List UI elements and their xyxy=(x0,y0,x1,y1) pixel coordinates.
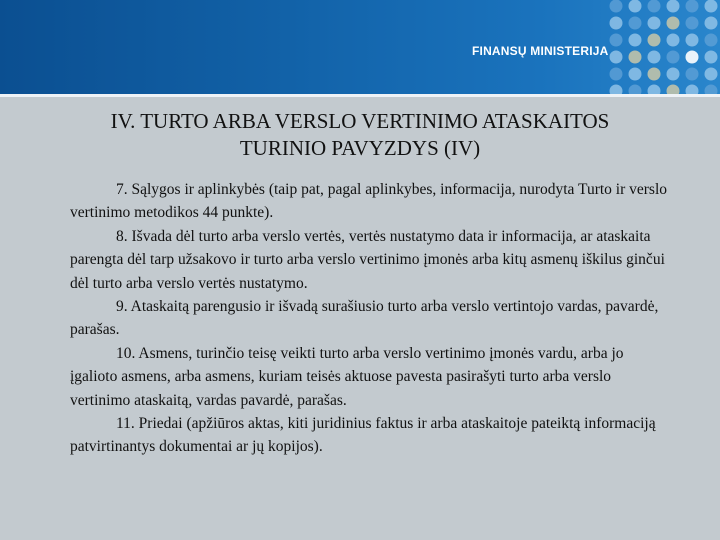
list-item: 11. Priedai (apžiūros aktas, kiti juridinius faktus ir arba ataskaitoje pateiktą informaciją patvirtinantys dokumentai ar jų kopijos). xyxy=(70,415,656,456)
decorative-dot xyxy=(610,34,623,47)
decorative-dot xyxy=(648,68,661,81)
decorative-dot xyxy=(686,51,699,64)
decorative-dot xyxy=(705,85,718,95)
decorative-dot xyxy=(648,51,661,64)
ministry-logo-text: FINANSŲ MINISTERIJA xyxy=(472,44,609,58)
decorative-dot xyxy=(610,0,623,13)
title-line-2: TURINIO PAVYZDYS (IV) xyxy=(239,136,481,160)
decorative-dot xyxy=(629,17,642,30)
decorative-dot xyxy=(629,85,642,95)
decorative-dot xyxy=(705,17,718,30)
decorative-dot xyxy=(667,68,680,81)
decorative-dot xyxy=(686,85,699,95)
decorative-dot xyxy=(610,68,623,81)
title-line-1: IV. TURTO ARBA VERSLO VERTINIMO ATASKAITOS xyxy=(110,109,610,133)
decorative-dot xyxy=(667,34,680,47)
decorative-dot xyxy=(648,0,661,13)
decorative-dot xyxy=(686,34,699,47)
list-item: 7. Sąlygos ir aplinkybės (taip pat, pagal aplinkybes, informacija, nurodyta Turto ir verslo vertinimo metodikos 44 punkte). xyxy=(70,181,668,222)
decorative-dots-icon xyxy=(606,0,720,94)
decorative-dot xyxy=(667,51,680,64)
decorative-dot xyxy=(648,17,661,30)
decorative-dot xyxy=(648,85,661,95)
decorative-dot xyxy=(705,51,718,64)
decorative-dot xyxy=(686,68,699,81)
decorative-dot xyxy=(648,34,661,47)
decorative-dot xyxy=(610,51,623,64)
decorative-dot xyxy=(629,34,642,47)
decorative-dot xyxy=(705,68,718,81)
decorative-dot xyxy=(629,68,642,81)
list-item: 10. Asmens, turinčio teisę veikti turto arba verslo vertinimo įmonės vardu, arba jo įgalioto asmens, arba asmens, kuriam teisės aktuose pavesta pasirašyti turto arba verslo vertinimo ataskaitą, vardas pavardė, parašas. xyxy=(70,344,624,409)
decorative-dot xyxy=(705,0,718,13)
list-item: 9. Ataskaitą parengusio ir išvadą surašiusio turto arba verslo vertintojo vardas, pavardė, parašas. xyxy=(70,298,659,339)
decorative-dot xyxy=(610,17,623,30)
decorative-dot xyxy=(686,17,699,30)
decorative-dot xyxy=(705,34,718,47)
decorative-dot xyxy=(629,0,642,13)
decorative-dot xyxy=(686,0,699,13)
decorative-dot xyxy=(629,51,642,64)
decorative-dot xyxy=(610,85,623,95)
decorative-dot xyxy=(667,85,680,95)
list-item: 8. Išvada dėl turto arba verslo vertės, vertės nustatymo data ir informacija, ar ataskaita parengta dėl tarp užsakovo ir turto arba verslo vertinimo įmonės arba kitų asmenų iškilus ginčui dėl turto arba verslo vertės nustatymo. xyxy=(70,227,665,292)
slide-body xyxy=(70,178,670,459)
decorative-dot xyxy=(667,17,680,30)
header-banner xyxy=(0,0,720,94)
decorative-dot xyxy=(667,0,680,13)
slide-title xyxy=(20,108,700,162)
